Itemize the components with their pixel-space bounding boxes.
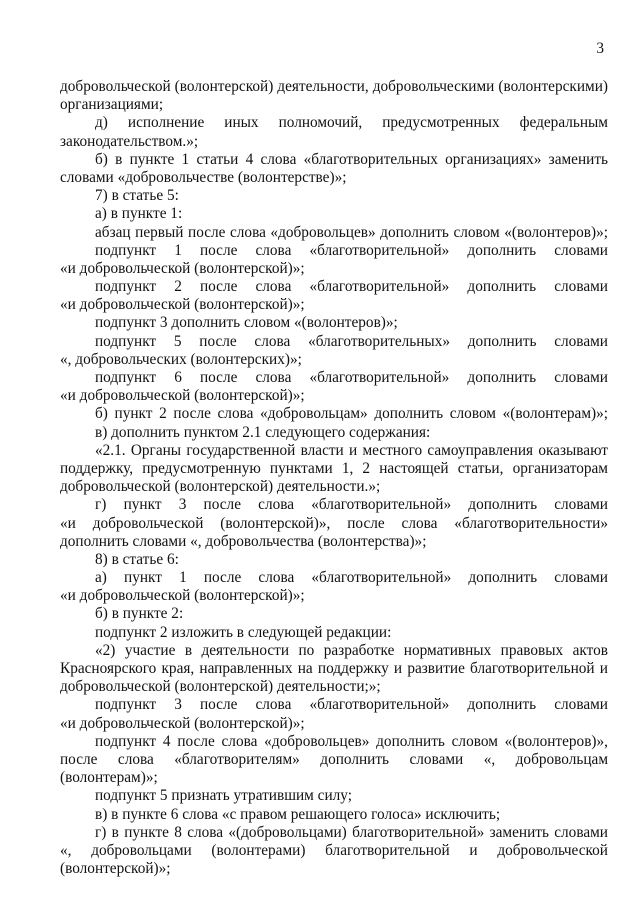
- text-line: «и добровольческой (волонтерской)», после слова «благотворительности»: [60, 514, 608, 532]
- text-line: а) в пункте 1:: [95, 205, 183, 223]
- text-line: подпункт 5 после слова «благотворительных» дополнить словами: [95, 332, 608, 350]
- text-line: «, добровольческих (волонтерских)»;: [60, 350, 302, 368]
- text-line: б) пункт 2 после слова «добровольцам» дополнить словом «(волонтерам)»;: [95, 405, 608, 423]
- text-line: подпункт 1 после слова «благотворительной» дополнить словами: [95, 241, 608, 259]
- text-line: д) исполнение иных полномочий, предусмотренных федеральным: [95, 114, 608, 132]
- text-line: после слова «благотворителям» дополнить словами «, добровольцам: [60, 750, 608, 768]
- text-line: «и добровольческой (волонтерской)»;: [60, 259, 305, 277]
- text-line: 8) в статье 6:: [95, 550, 179, 568]
- text-line: а) пункт 1 после слова «благотворительной» дополнить словами: [95, 569, 608, 587]
- text-line: «, добровольцами (волонтерами) благотворительной и добровольческой: [60, 841, 608, 859]
- text-line: «и добровольческой (волонтерской)»;: [60, 587, 305, 605]
- text-line: (волонтерской)»;: [60, 860, 171, 878]
- text-line: в) дополнить пунктом 2.1 следующего содержания:: [95, 423, 431, 441]
- text-line: подпункт 3 дополнить словом «(волонтеров)»;: [95, 314, 398, 332]
- text-line: подпункт 3 после слова «благотворительной» дополнить словами: [95, 696, 608, 714]
- text-line: г) пункт 3 после слова «благотворительной» дополнить словами: [95, 496, 608, 514]
- text-line: добровольческой (волонтерской) деятельности;»;: [60, 678, 381, 696]
- text-line: дополнить словами «, добровольчества (волонтерства)»;: [60, 532, 427, 550]
- text-line: абзац первый после слова «добровольцев» дополнить словом «(волонтеров)»;: [95, 223, 608, 241]
- text-line: б) в пункте 2:: [95, 605, 184, 623]
- text-line: Красноярского края, направленных на поддержку и развитие благотворительной и: [60, 660, 608, 677]
- text-line: подпункт 2 после слова «благотворительной» дополнить словами: [95, 278, 608, 296]
- text-line: «и добровольческой (волонтерской)»;: [60, 296, 305, 314]
- text-line: «2) участие в деятельности по разработке нормативных правовых актов: [95, 641, 608, 659]
- text-line: поддержку, предусмотренную пунктами 1, 2 настоящей статьи, организаторам: [60, 459, 608, 477]
- text-line: «2.1. Органы государственной власти и местного самоуправления оказывают: [95, 441, 608, 459]
- text-line: добровольческой (волонтерской) деятельности.»;: [60, 478, 381, 496]
- text-line: г) в пункте 8 слова «(добровольцами) благотворительной» заменить словами: [95, 823, 608, 841]
- text-line: 7) в статье 5:: [95, 187, 179, 205]
- document-body: [60, 78, 608, 878]
- text-line: б) в пункте 1 статьи 4 слова «благотворительных организациях» заменить: [95, 150, 608, 168]
- text-line: подпункт 6 после слова «благотворительной» дополнить словами: [95, 369, 608, 386]
- text-line: «и добровольческой (волонтерской)»;: [60, 387, 305, 405]
- text-line: (волонтерам)»;: [60, 769, 158, 787]
- text-line: организациями;: [60, 96, 164, 114]
- text-line: подпункт 2 изложить в следующей редакции:: [95, 623, 392, 641]
- text-line: подпункт 5 признать утратившим силу;: [95, 787, 352, 805]
- text-line: подпункт 4 после слова «добровольцев» дополнить словом «(волонтеров)»,: [95, 732, 608, 750]
- text-line: законодательством.»;: [60, 132, 199, 150]
- text-line: словами «добровольчестве (волонтерстве)»;: [60, 168, 347, 186]
- text-line: в) в пункте 6 слова «с правом решающего голоса» исключить;: [95, 805, 501, 823]
- text-line: «и добровольческой (волонтерской)»;: [60, 714, 305, 732]
- page-number: 3: [596, 40, 604, 57]
- text-line: добровольческой (волонтерской) деятельности, добровольческими (волонтерскими): [60, 78, 608, 95]
